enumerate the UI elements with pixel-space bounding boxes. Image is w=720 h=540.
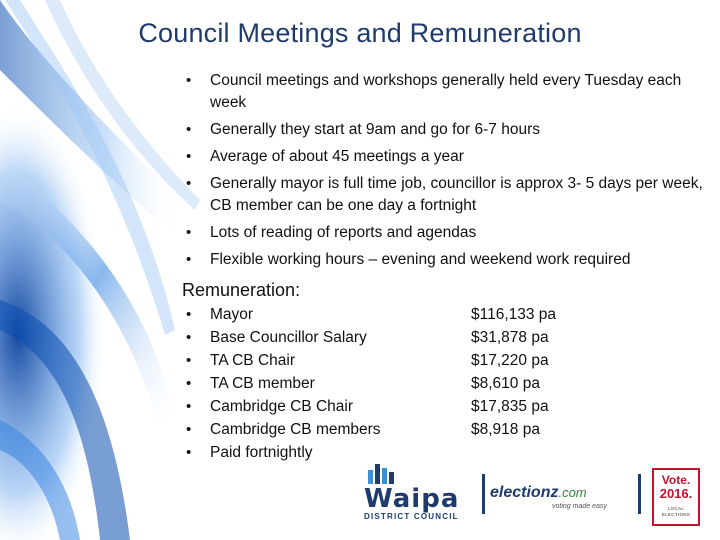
electionz-word: electionz [490,484,559,501]
remuneration-amount: $17,835 pa [471,398,549,415]
list-item: • Flexible working hours – evening and weekend work required [186,249,706,271]
waipa-logo [360,462,472,528]
slide-title: Council Meetings and Remuneration [138,18,582,48]
remuneration-row [186,349,666,372]
remuneration-label: • TA CB Chair [210,352,295,369]
electionz-tagline: voting made easy [552,503,607,510]
remuneration-heading: Remuneration: [182,280,301,300]
waipa-subtitle: DISTRICT COUNCIL [364,512,459,521]
remuneration-row [186,395,666,418]
remuneration-label: • TA CB member [210,375,315,392]
waipa-name: Waipa [364,484,460,514]
list-item: • Lots of reading of reports and agendas [186,222,706,244]
remuneration-list [186,303,666,464]
list-item: • Generally mayor is full time job, councillor is approx 3- 5 days per week, CB member can be one day a fortnight [186,173,706,217]
remuneration-label: • Cambridge CB Chair [210,398,353,415]
remuneration-label: • Base Councillor Salary [210,329,367,346]
remuneration-amount: $31,878 pa [471,329,549,346]
list-item: • Council meetings and workshops generally held every Tuesday each week [186,70,706,114]
remuneration-row [186,441,666,464]
remuneration-label: • Mayor [210,306,254,323]
logo-divider [482,474,485,514]
vote-word: Vote. [661,473,691,487]
vote-2016-logo [652,468,700,526]
footer-logos [360,462,710,532]
remuneration-row [186,326,666,349]
meetings-bullet-list [186,70,706,276]
waipa-crown-icon [368,462,398,484]
vote-subtitle: LOCAL ELECTIONS [661,506,691,517]
remuneration-row [186,418,666,441]
remuneration-row [186,372,666,395]
remuneration-amount: $8,610 pa [471,375,540,392]
remuneration-amount: $116,133 pa [471,306,557,323]
remuneration-label: • Paid fortnightly [210,444,313,461]
remuneration-amount: $8,918 pa [471,421,540,438]
remuneration-label: • Cambridge CB members [210,421,381,438]
remuneration-amount: $17,220 pa [471,352,549,369]
list-item: • Average of about 45 meetings a year [186,146,706,168]
remuneration-row [186,303,666,326]
electionz-logo [490,484,620,524]
logo-divider [638,474,641,514]
electionz-dotcom: .com [558,485,587,500]
vote-year: 2016. [659,486,693,501]
list-item: • Generally they start at 9am and go for 6-7 hours [186,119,706,141]
electionz-name [490,484,587,502]
